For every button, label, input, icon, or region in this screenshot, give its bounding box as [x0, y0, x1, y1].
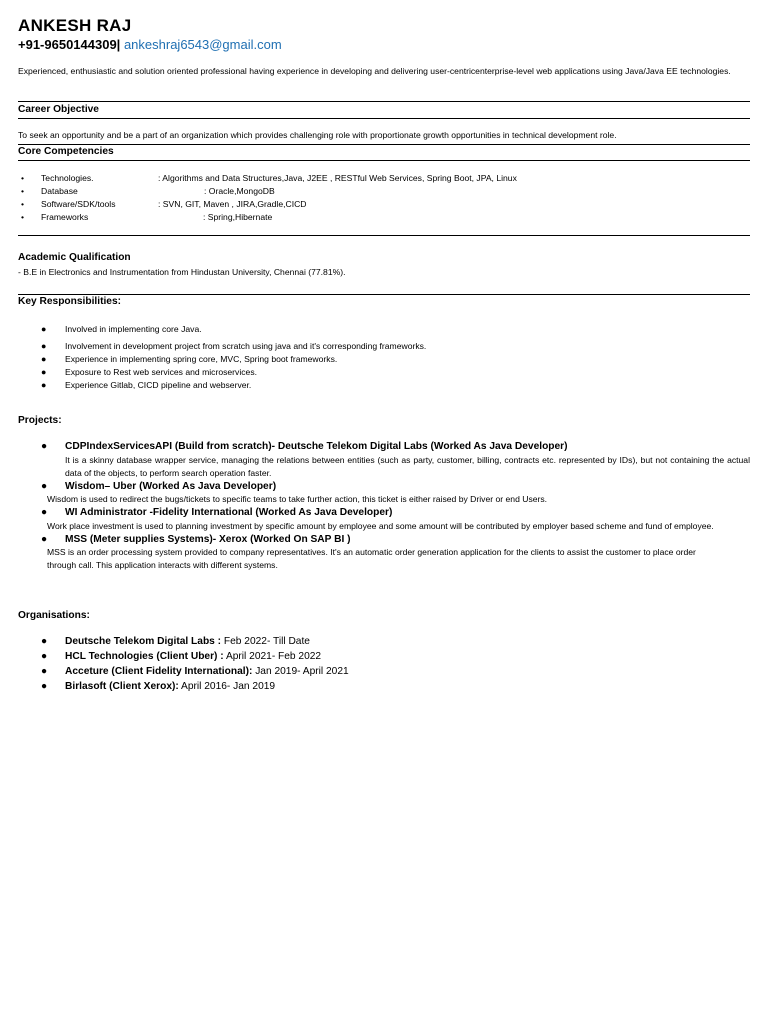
competency-key: Frameworks	[41, 212, 89, 222]
organisation-name: HCL Technologies (Client Uber) :	[65, 651, 224, 662]
bullet-icon: ●	[41, 341, 47, 351]
bullet-icon: ●	[41, 367, 47, 377]
competency-value: : Spring,Hibernate	[203, 212, 273, 222]
bullet-icon: ●	[41, 324, 47, 334]
section-divider	[18, 144, 750, 145]
responsibilities-heading: Key Responsibilities:	[18, 296, 122, 307]
list-item	[18, 379, 750, 392]
organisation-period: April 2021- Feb 2022	[223, 651, 322, 662]
career-objective-heading: Career Objective	[18, 104, 99, 115]
section-divider	[18, 118, 750, 119]
project-title-text: CDPIndexServicesAPI (Build from scratch)- Deutsche Telekom Digital Labs (Worked As Java Developer)	[65, 441, 568, 452]
responsibility-text: Involved in implementing core Java.	[65, 324, 202, 334]
bullet-icon: ●	[41, 380, 47, 390]
responsibility-text: Exposure to Rest web services and microservices.	[65, 367, 257, 377]
bullet-icon: •	[21, 173, 25, 183]
list-item	[18, 353, 750, 366]
candidate-name: ANKESH RAJ	[18, 16, 132, 35]
projects-list	[18, 440, 750, 572]
bullet-icon: ●	[41, 636, 48, 647]
list-item	[18, 323, 750, 336]
responsibility-text: Experience Gitlab, CICD pipeline and webserver.	[65, 380, 252, 390]
organisation-period: Feb 2022- Till Date	[221, 636, 310, 647]
list-item	[18, 634, 750, 649]
organisation-name: Birlasoft (Client Xerox):	[65, 681, 179, 692]
list-item	[18, 172, 750, 185]
bullet-icon: •	[21, 199, 25, 209]
competency-value: : Oracle,MongoDB	[204, 186, 275, 196]
organisations-list	[18, 634, 750, 694]
bullet-icon: •	[21, 186, 25, 196]
bullet-icon: ●	[41, 507, 48, 518]
academic-heading: Academic Qualification	[18, 252, 131, 263]
section-divider	[18, 101, 750, 102]
bullet-icon: ●	[41, 666, 48, 677]
competency-key: Technologies.	[41, 173, 94, 183]
list-item	[18, 185, 750, 198]
list-item	[18, 679, 750, 694]
organisations-heading: Organisations:	[18, 610, 90, 621]
phone-number: +91-9650144309|	[18, 37, 121, 52]
contact-line	[18, 37, 282, 52]
career-objective-text: To seek an opportunity and be a part of an organization which provides challenging role with proportionate growth opportunities in technical development role.	[18, 130, 617, 140]
bullet-icon: ●	[41, 651, 48, 662]
list-item	[18, 664, 750, 679]
project-title-text: Wisdom– Uber (Worked As Java Developer)	[65, 480, 277, 492]
list-item	[18, 366, 750, 379]
project-title	[18, 506, 750, 520]
organisation-period: Jan 2019- April 2021	[252, 666, 349, 677]
project-title-text: WI Administrator -Fidelity International (Worked As Java Developer)	[65, 507, 393, 518]
project-description: Wisdom is used to redirect the bugs/tickets to specific teams to take further action, this ticket is either raised by Driver or end Users.	[47, 494, 548, 504]
list-item	[18, 649, 750, 664]
organisation-name: Acceture (Client Fidelity International):	[65, 666, 253, 677]
competency-value: : Algorithms and Data Structures,Java, J2EE , RESTful Web Services, Spring Boot, JPA, Linux	[158, 173, 517, 183]
competency-value: : SVN, GIT, Maven , JIRA,Gradle,CICD	[158, 199, 307, 209]
list-item	[18, 340, 750, 353]
bullet-icon: ●	[41, 533, 48, 545]
project-description: Work place investment is used to planning investment by specific amount by employee and some amount will be contributed by employer based scheme and fund of employee.	[47, 520, 714, 531]
competencies-list	[18, 172, 750, 224]
project-description: MSS is an order processing system provided to company representatives. It's an automatic order generation application for the clients to assist the customer to place order through call. This application interacts with different systems.	[47, 547, 696, 570]
professional-summary: Experienced, enthusiastic and solution oriented professional having experience in developing and delivering user-centricenterprise-level web applications using Java/Java EE technologies.	[18, 66, 731, 76]
email-link[interactable]: ankeshraj6543@gmail.com	[123, 37, 282, 52]
organisation-period: April 2016- Jan 2019	[178, 681, 276, 692]
core-competencies-heading: Core Competencies	[18, 146, 114, 157]
bullet-icon: •	[21, 212, 25, 222]
bullet-icon: ●	[41, 441, 48, 452]
list-item	[18, 198, 750, 211]
list-item	[18, 211, 750, 224]
responsibility-text: Involvement in development project from scratch using java and it's corresponding frameworks.	[65, 341, 427, 351]
responsibilities-list	[18, 323, 750, 392]
competency-key: Software/SDK/tools	[41, 199, 116, 209]
responsibility-text: Experience in implementing spring core, MVC, Spring boot frameworks.	[65, 354, 338, 364]
project-title-text: MSS (Meter supplies Systems)- Xerox (Worked On SAP BI )	[65, 533, 351, 545]
bullet-icon: ●	[41, 354, 47, 364]
section-divider	[18, 235, 750, 236]
projects-heading: Projects:	[18, 415, 62, 426]
organisation-name: Deutsche Telekom Digital Labs :	[65, 636, 222, 647]
section-divider	[18, 160, 750, 161]
project-title	[18, 440, 750, 454]
academic-text: - B.E in Electronics and Instrumentation from Hindustan University, Chennai (77.81%).	[18, 267, 346, 277]
section-divider	[18, 294, 750, 295]
project-title	[18, 480, 750, 494]
project-title	[18, 533, 750, 547]
bullet-icon: ●	[41, 480, 48, 492]
project-description: It is a skinny database wrapper service, managing the relations between entities (such as party, customer, billing, contracts etc. represented by IDs), but not containing the actual data of the objects, to perform search operation faster.	[65, 454, 750, 478]
bullet-icon: ●	[41, 681, 48, 692]
competency-key: Database	[41, 186, 78, 196]
